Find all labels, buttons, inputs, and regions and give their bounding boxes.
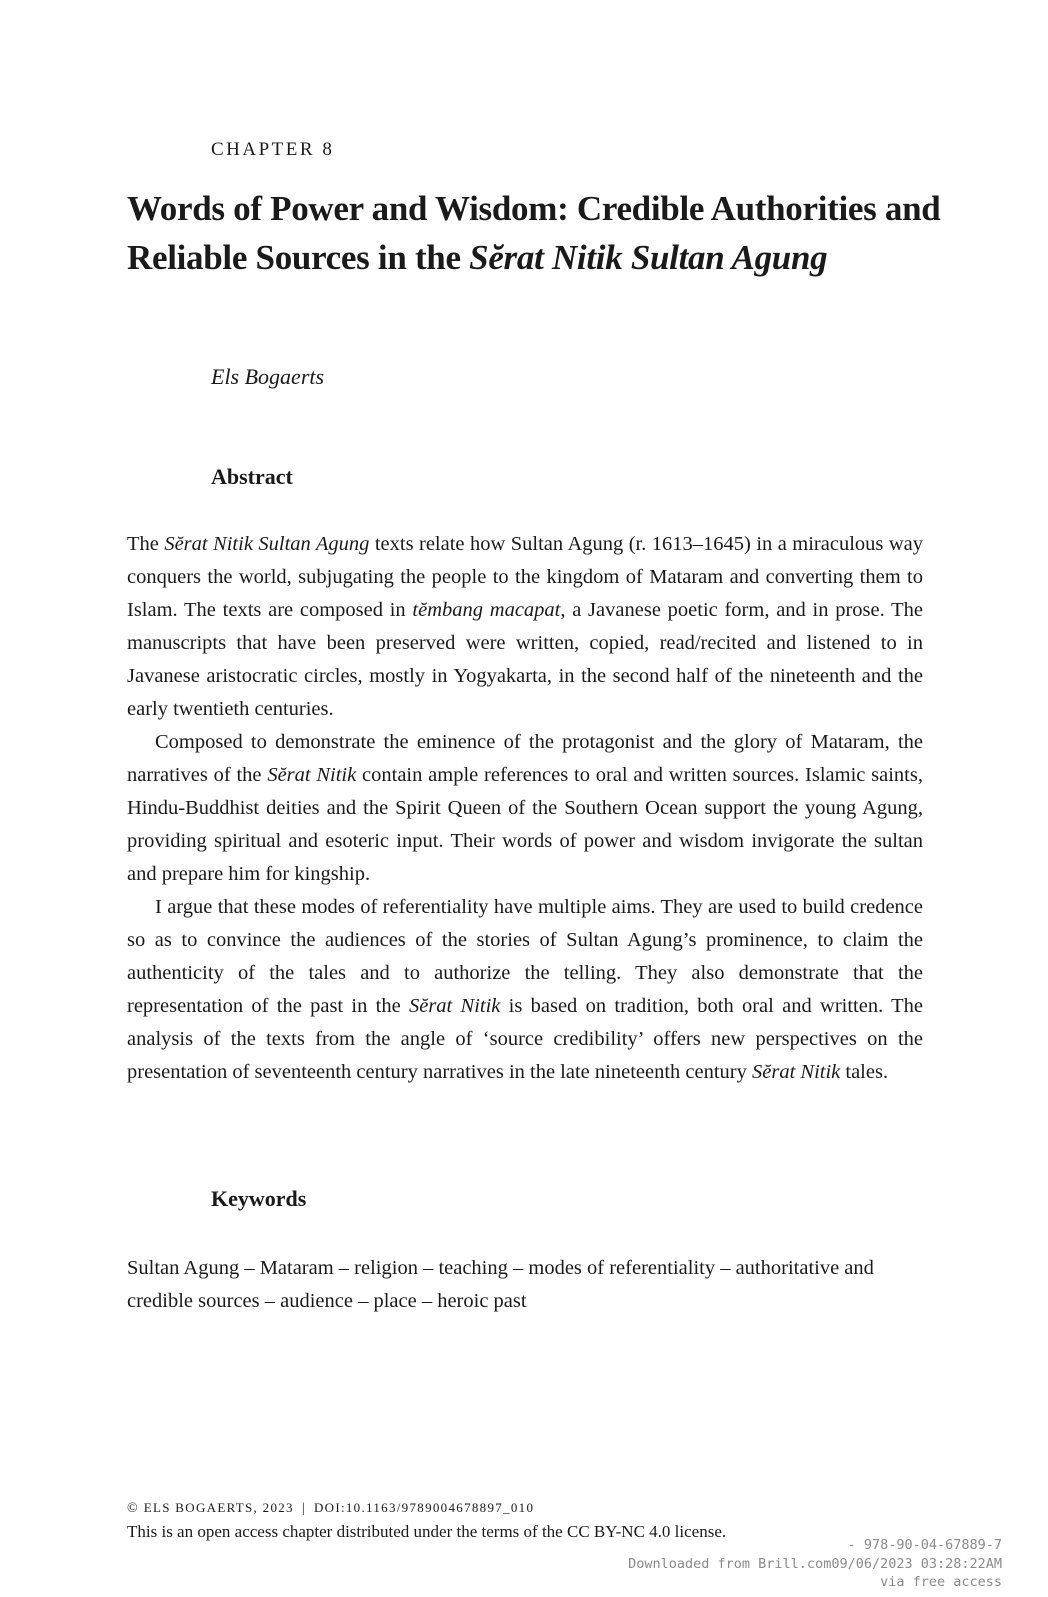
chapter-title-italic: Sĕrat Nitik Sultan Agung <box>469 238 828 277</box>
abstract-heading: Abstract <box>211 464 293 489</box>
abstract-text: contain ample references to oral and written sources. Islamic saints, Hindu-Buddhist deities and the Spirit Queen of the Southern Ocean support the young Agung, providing spiritual and esoteric input. Their words of power and wisdom invigorate the sultan and prepare him for kingship. <box>127 764 923 885</box>
watermark-downloaded: Downloaded from Brill.com09/06/2023 03:28:22AM <box>628 1555 1002 1572</box>
copyright-symbol: © <box>127 1501 139 1516</box>
footer-separator: | <box>301 1501 306 1516</box>
download-watermark <box>628 1536 1002 1592</box>
chapter-label: CHAPTER 8 <box>211 139 335 160</box>
watermark-access: via free access <box>880 1574 1002 1590</box>
abstract-text: , a Javanese poetic form, and in prose. The manuscripts that have been preserved were written, copied, read/recited and listened to in Javanese aristocratic circles, mostly in Yogyakarta, in the second half of the nineteenth and the early twentieth centuries. <box>127 599 923 720</box>
abstract-text: Composed to demonstrate the eminence of the protagonist and the glory of Mataram, the narratives of the <box>127 731 923 786</box>
watermark-isbn: - 978-90-04-67889-7 <box>847 1537 1002 1553</box>
license-text-end: license. <box>670 1522 727 1541</box>
chapter-title-main: Words of Power and Wisdom: Credible Authorities and Reliable Sources in the <box>127 189 941 277</box>
abstract-text: The <box>127 533 165 555</box>
author-name: Els Bogaerts <box>211 364 325 389</box>
abstract-text: tales. <box>840 1061 889 1083</box>
keywords-list: Sultan Agung – Mataram – religion – teaching – modes of referentiality – authoritative and credible sources – audience – place – heroic past <box>127 1257 874 1312</box>
abstract-paragraph-1 <box>127 528 923 726</box>
chapter-title <box>127 184 947 282</box>
abstract-paragraph-2 <box>127 726 923 891</box>
abstract-italic-title: Sĕrat Nitik Sultan Agung <box>164 533 370 555</box>
abstract-text: is based on tradition, both oral and written. The analysis of the texts from the angle of ‘source credibility’ offers new perspectives on the presentation of seventeenth century narratives in the late nineteenth century <box>127 995 923 1083</box>
abstract-text: texts relate how Sultan Agung (r. 1613–1645) in a miraculous way conquers the world, subjugating the people to the kingdom of Mataram and converting them to Islam. The texts are composed in <box>127 533 923 621</box>
license-text: This is an open access chapter distributed under the terms of the <box>127 1522 567 1541</box>
abstract-italic-title: Sĕrat Nitik <box>267 764 357 786</box>
doi-link[interactable]: DOI:10.1163/9789004678897_010 <box>313 1500 535 1515</box>
abstract-italic-title: Sĕrat Nitik <box>752 1061 841 1083</box>
abstract-italic-title: Sĕrat Nitik <box>408 995 501 1017</box>
abstract-italic-term: tĕmbang macapat <box>412 599 561 621</box>
license-link[interactable]: CC BY-NC 4.0 <box>566 1522 671 1541</box>
copyright-line <box>127 1500 534 1517</box>
abstract-body <box>127 528 923 1089</box>
abstract-text: I argue that these modes of referentiality have multiple aims. They are used to build credence so as to convince the audiences of the stories of Sultan Agung’s prominence, to claim the authenticity of the tales and to authorize the telling. They also demonstrate that the representation of the past in the <box>127 896 923 1017</box>
abstract-paragraph-3 <box>127 891 923 1089</box>
copyright-holder: ELS BOGAERTS, 2023 <box>143 1500 294 1515</box>
keywords-heading: Keywords <box>211 1186 307 1211</box>
